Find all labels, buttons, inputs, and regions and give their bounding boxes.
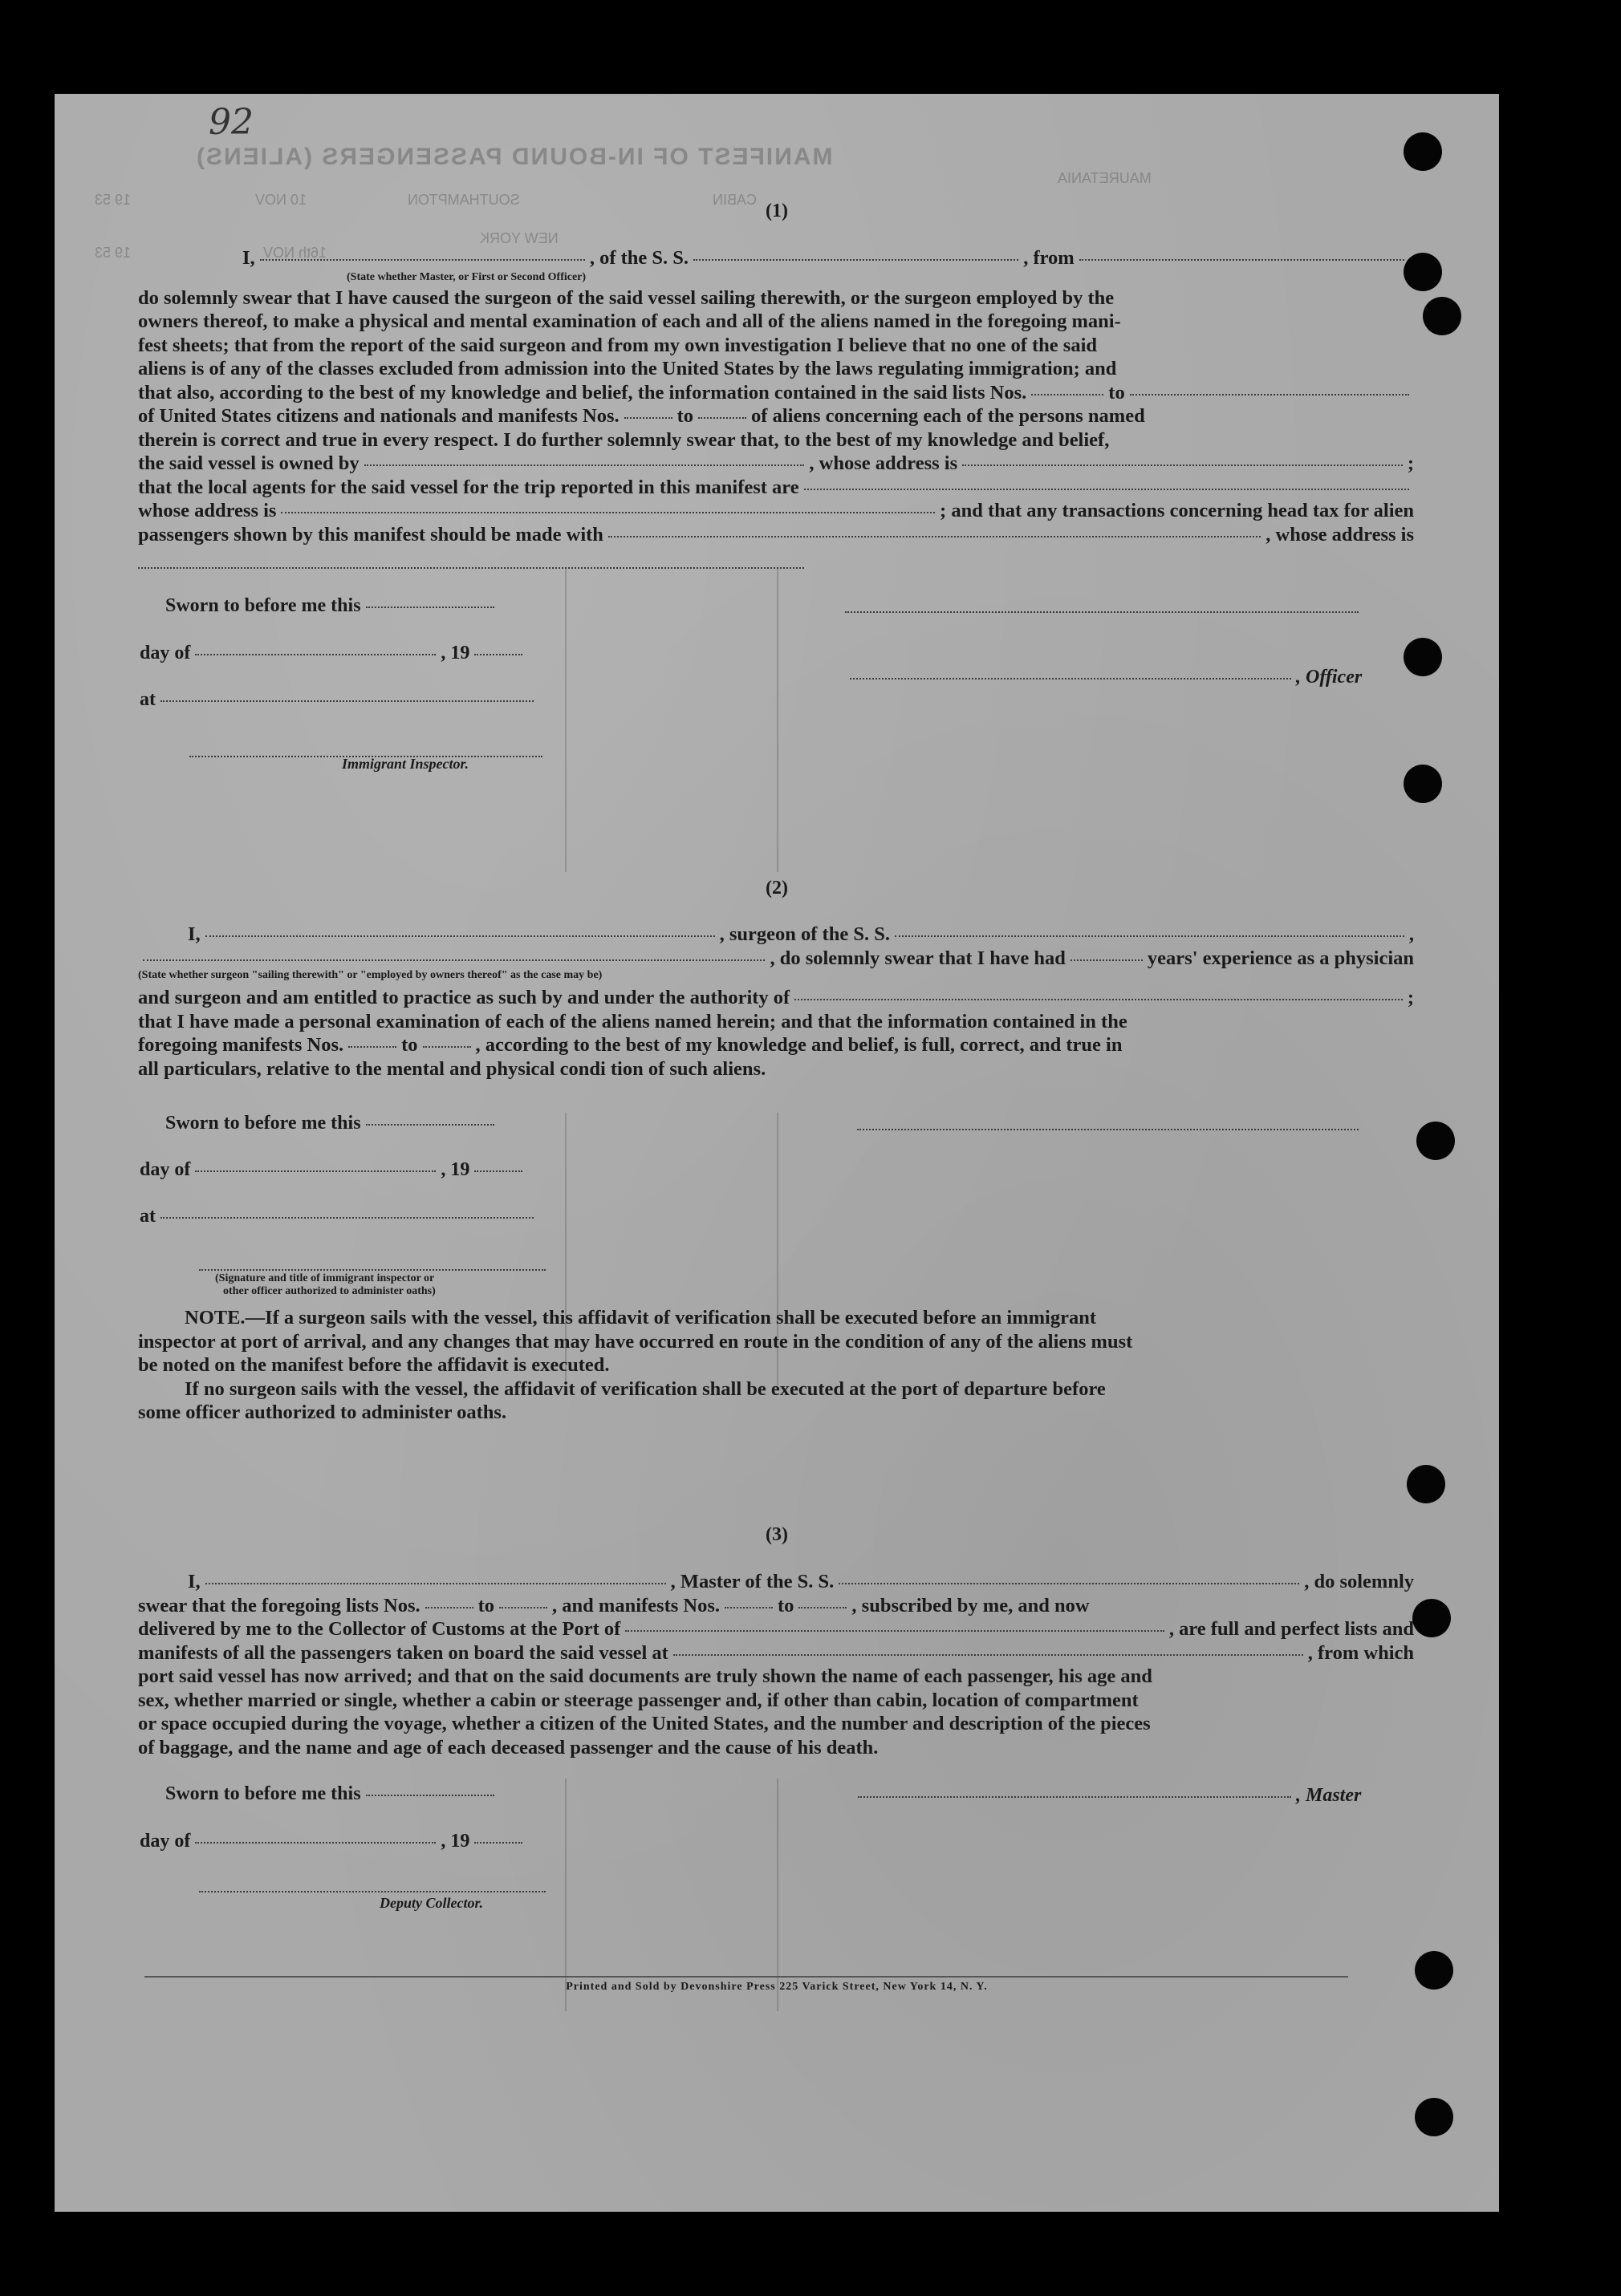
fill-officer-title <box>260 258 585 261</box>
s2-at: at <box>140 1206 538 1227</box>
section-3-heading: (3) <box>766 1524 788 1545</box>
ghost-arrival-port: NEW YORK <box>480 230 559 246</box>
s2-surgeon-note: (State whether surgeon "sailing therewith" or "employed by owners thereof" as the case may be) <box>138 969 603 981</box>
ghost-from-port: SOUTHAMPTON <box>408 192 520 208</box>
section-1-body: I, , of the S. S. , from (State whether Master, or First or Second Officer) do solemnly swear that I have caused the surgeon of the said vessel sailing therewith, or the surgeon employed by the owners thereof, to make a physical and mental examination of each and all of the aliens named in the foregoing mani- fest sheets; that from the report of the said surgeon and from my own investigation I believe that no one of the said aliens is of any of the classes excluded from admission into the United States by the laws regulating immigration; and that also, according to the best of my knowledge and belief, the information contained in the said lists Nos. to of United States citizens and nationals and manifests Nos. to of aliens concerning each of the persons named therein is correct and true in every respect. I do further solemnly swear that, to the best of my knowledge and belief, the said vessel is owned by , whose address is ; that the local agents for the said vessel for the trip reported in this manifest are whose address is ; and that any transactions concerning head tax for alien passengers shown by this manifest should be made with , whose address is <box>138 247 1414 546</box>
s2-sig-caption-2: other officer authorized to administer oaths) <box>223 1285 436 1297</box>
document-page <box>55 94 1499 2212</box>
s2-day: day of , 19 <box>140 1159 527 1181</box>
binder-hole <box>1415 1951 1453 1990</box>
s2-sworn: Sworn to before me this <box>165 1113 499 1134</box>
ghost-year-arrived: 19 53 <box>95 245 132 261</box>
printer-credit: Printed and Sold by Devonshire Press 225 Varick Street, New York 14, N. Y. <box>566 1981 988 1993</box>
binder-hole <box>1404 132 1442 171</box>
s1-at: at <box>140 689 538 711</box>
ghost-manifest-title: MANIFEST OF IN-BOUND PASSENGERS (ALIENS) <box>195 144 833 170</box>
ghost-year-sailed: 19 53 <box>95 192 132 208</box>
section-2-body: I, , surgeon of the S. S. , , do solemnly swear that I have had years' experience as a physician (State whether surgeon "sailing therewith" or "employed by owners thereof" as the case may be) and surgeon and am entitled to practice as such by and under the authority of ; that I have made a personal examination of each of the aliens named herein; and that the information contained in the foregoing manifests Nos. to , according to the best of my knowledge and belief, is full, correct, and true in all particulars, relative to the mental and physical condi tion of such aliens. <box>138 923 1414 1080</box>
section-1-heading: (1) <box>766 201 788 221</box>
binder-hole <box>1404 765 1442 803</box>
note-block: NOTE. —If a surgeon sails with the vessel, this affidavit of verification shall be executed before an immigrant inspector at port of arrival, and any changes that may have occurred en route in the condition of any of the aliens must be noted on the manifest before the affidavit is executed. If no surgeon sails with the vessel, the affidavit of verification shall be executed at the port of departure before some officer authorized to administer oaths. <box>138 1307 1133 1423</box>
s1-sworn: Sworn to before me this <box>165 595 499 617</box>
binder-hole <box>1416 1122 1455 1160</box>
s1-officer-note: (State whether Master, or First or Second Officer) <box>347 270 587 283</box>
s3-day: day of , 19 <box>140 1831 527 1852</box>
s1-line-1: I, , of the S. S. , from <box>138 246 1414 270</box>
binder-hole <box>1415 2098 1453 2136</box>
handwritten-page-number: 92 <box>209 102 254 143</box>
s1-immigrant-inspector: Immigrant Inspector. <box>342 756 469 772</box>
ghost-class: CABIN <box>713 192 758 208</box>
section-2-heading: (2) <box>766 878 788 899</box>
binder-hole <box>1404 253 1442 291</box>
ghost-vessel: MAURETANIA <box>1058 170 1152 186</box>
fill-from-port <box>1079 258 1404 261</box>
s3-deputy-collector: Deputy Collector. <box>380 1895 483 1911</box>
s3-master-signature: , Master <box>853 1785 1361 1807</box>
ghost-date-sailed: 10 NOV <box>255 192 307 208</box>
s2-sig-caption-1: (Signature and title of immigrant inspector or <box>215 1272 435 1284</box>
binder-hole <box>1412 1599 1451 1637</box>
binder-hole <box>1423 297 1461 335</box>
binder-hole <box>1407 1465 1445 1503</box>
s1-day: day of , 19 <box>140 643 527 664</box>
section-3-body: I, , Master of the S. S. , do solemnly swear that the foregoing lists Nos. to , and manifests Nos. to , subscribed by me, and now delivered by me to the Collector of Customs at the Port of , are full and perfect lists and manifests of all the passengers taken on board the said vessel at , from which port said vessel has now arrived; and that on the said documents are truly shown the name of each passenger, his age and sex, whether married or single, whether a cabin or steerage passenger and, if other than cabin, location of compartment or space occupied during the voyage, whether a citizen of the United States, and the number and description of the pieces of baggage, and the name and age of each deceased passenger and the cause of his death. <box>138 1571 1414 1759</box>
ghost-arrival-date: 16th NOV <box>263 245 327 261</box>
fill-vessel-name <box>693 258 1018 261</box>
s1-officer-signature: , Officer <box>845 667 1362 688</box>
s3-sworn: Sworn to before me this <box>165 1783 499 1805</box>
binder-hole <box>1404 638 1442 676</box>
